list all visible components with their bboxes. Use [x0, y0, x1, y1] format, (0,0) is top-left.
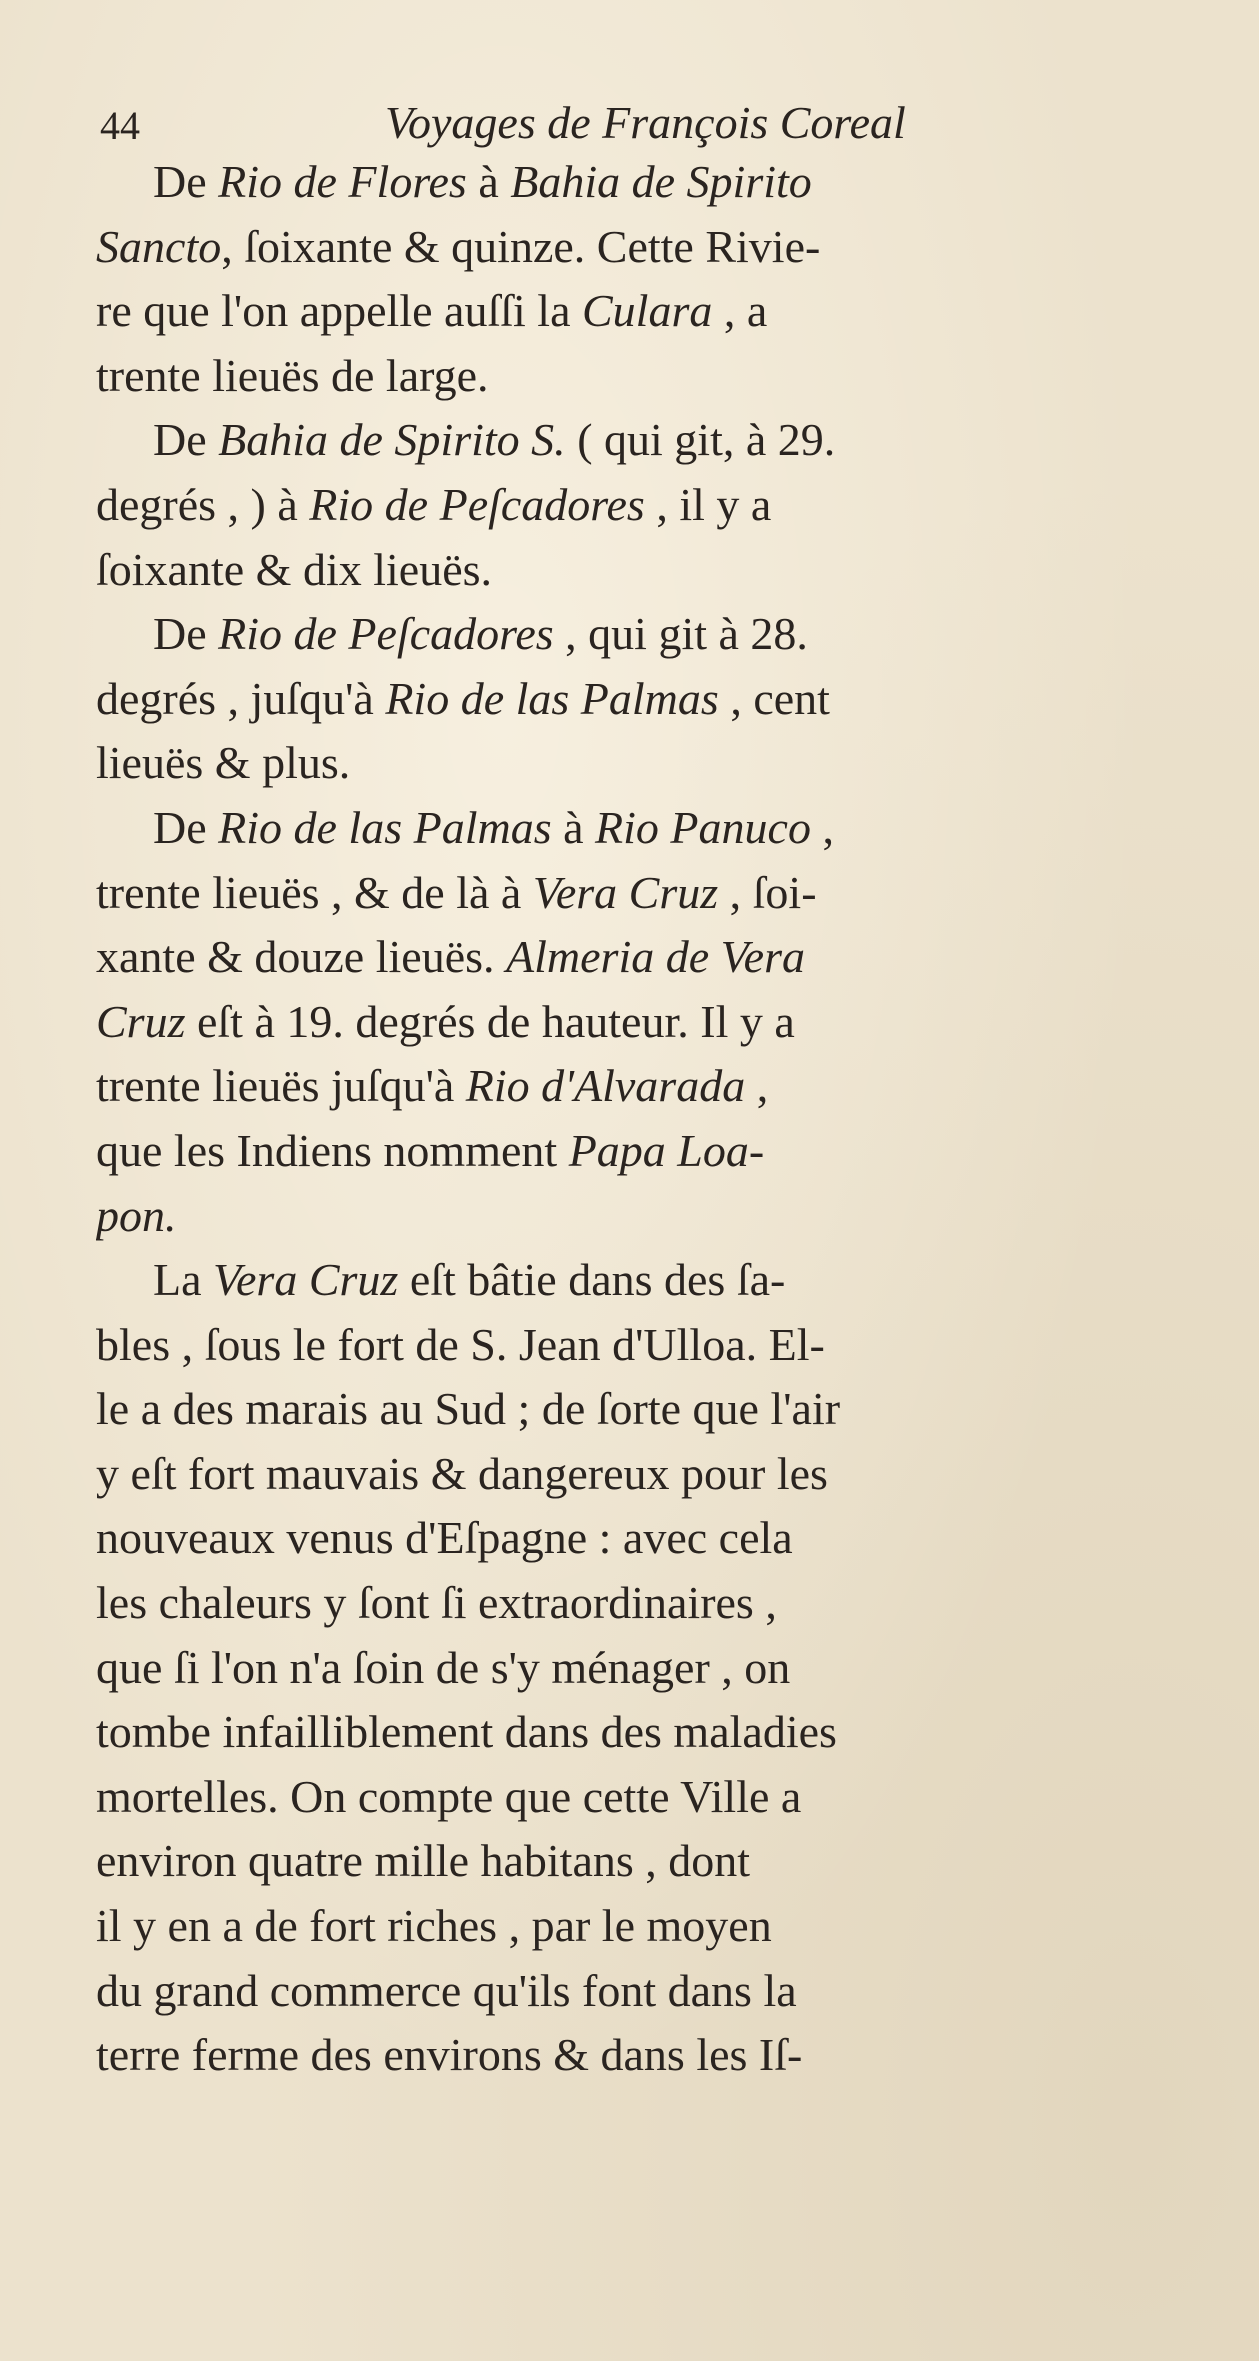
text-span: De: [153, 608, 219, 660]
text-line: [96, 2023, 1246, 2088]
text-span: , il y a: [644, 478, 772, 530]
text-span: y eſt fort mauvais & dangereux pour les: [96, 1447, 828, 1499]
text-span: , ſoi-: [718, 866, 817, 918]
text-span: , ſoixante & quinze. Cette Rivie-: [221, 220, 821, 272]
italic-text: Cruz: [96, 995, 186, 1047]
text-line: [96, 1571, 1246, 1636]
text-line: [96, 1442, 1246, 1507]
text-span: ( qui git, à 29.: [565, 414, 836, 466]
italic-text: Papa Loa-: [568, 1124, 765, 1176]
text-span: le a des marais au Sud ; de ſorte que l'air: [96, 1383, 841, 1435]
text-line: [96, 1184, 1246, 1249]
italic-text: Bahia de Spirito S.: [218, 414, 566, 466]
text-span: ſoixante & dix lieuës.: [96, 543, 493, 595]
text-span: environ quatre mille habitans , dont: [96, 1835, 751, 1887]
text-span: eſt à 19. degrés de hauteur. Il y a: [185, 995, 795, 1047]
text-span: , a: [712, 285, 768, 337]
page-number: 44: [100, 103, 140, 148]
text-line: [96, 473, 1246, 538]
italic-text: Rio de las Palmas: [218, 801, 552, 853]
italic-text: pon.: [96, 1189, 177, 1241]
text-line: [96, 1959, 1246, 2024]
text-span: à: [466, 156, 511, 207]
text-span: De: [153, 156, 219, 207]
text-line: [96, 408, 1246, 473]
text-span: ,: [745, 1060, 769, 1112]
text-line: [96, 861, 1246, 926]
text-span: il y en a de fort riches , par le moyen: [96, 1900, 772, 1952]
text-line: [96, 1313, 1246, 1378]
text-span: trente lieuës de large.: [96, 349, 489, 401]
italic-text: Rio de Flores: [218, 156, 467, 207]
text-span: que les Indiens nomment: [96, 1124, 569, 1176]
text-line: [96, 1377, 1246, 1442]
text-span: trente lieuës juſqu'à: [96, 1060, 466, 1112]
text-line: [96, 279, 1246, 344]
text-line: [96, 796, 1246, 861]
text-line: [96, 150, 1246, 215]
text-span: mortelles. On compte que cette Ville a: [96, 1770, 802, 1822]
text-line: [96, 1506, 1246, 1571]
text-line: [96, 344, 1246, 409]
text-span: xante & douze lieuës.: [96, 931, 507, 983]
text-span: eſt bâtie dans des ſa-: [398, 1254, 786, 1306]
running-title: Voyages de François Coreal: [385, 97, 906, 148]
italic-text: Rio de Peſcadores: [218, 608, 554, 660]
text-line: [96, 731, 1246, 796]
text-span: degrés , ) à: [96, 478, 310, 530]
text-span: bles , ſous le fort de S. Jean d'Ulloa. El-: [96, 1318, 825, 1370]
text-line: [96, 215, 1246, 280]
text-line: [96, 602, 1246, 667]
text-line: [96, 1636, 1246, 1701]
italic-text: Vera Cruz: [532, 866, 719, 918]
text-span: La: [153, 1254, 214, 1306]
text-span: , qui git à 28.: [553, 608, 808, 660]
text-span: terre ferme des environs & dans les Iſ-: [96, 2029, 803, 2081]
text-span: à: [551, 801, 596, 853]
italic-text: Rio Panuco: [595, 801, 811, 853]
italic-text: Rio de Peſcadores: [309, 478, 645, 530]
italic-text: Rio de las Palmas: [385, 672, 719, 724]
italic-text: Sancto: [96, 220, 222, 272]
text-span: du grand commerce qu'ils font dans la: [96, 1964, 797, 2016]
text-line: [96, 990, 1246, 1055]
text-span: re que l'on appelle auſſi la: [96, 285, 582, 337]
text-span: De: [153, 414, 219, 466]
text-span: les chaleurs y ſont ſi extraordinaires ,: [96, 1577, 777, 1629]
text-line: [96, 1248, 1246, 1313]
text-line: [96, 667, 1246, 732]
text-span: que ſi l'on n'a ſoin de s'y ménager , on: [96, 1641, 791, 1693]
text-line: [96, 1700, 1246, 1765]
italic-text: Bahia de Spirito: [510, 156, 812, 207]
body-text: [96, 150, 1246, 2088]
text-span: , cent: [718, 672, 830, 724]
text-line: [96, 1894, 1246, 1959]
italic-text: Culara: [582, 285, 713, 337]
text-line: [96, 538, 1246, 603]
italic-text: Almeria de Vera: [506, 931, 805, 983]
text-line: [96, 1829, 1246, 1894]
text-span: tombe infailliblement dans des maladies: [96, 1706, 837, 1758]
text-span: trente lieuës , & de là à: [96, 866, 533, 918]
text-line: [96, 1765, 1246, 1830]
italic-text: Vera Cruz: [213, 1254, 399, 1306]
text-line: [96, 1119, 1246, 1184]
text-span: ,: [810, 801, 834, 853]
text-span: nouveaux venus d'Eſpagne : avec cela: [96, 1512, 793, 1564]
text-span: degrés , juſqu'à: [96, 672, 386, 724]
text-line: [96, 1054, 1246, 1119]
italic-text: Rio d'Alvarada: [465, 1060, 746, 1112]
text-span: lieuës & plus.: [96, 737, 351, 789]
text-line: [96, 925, 1246, 990]
text-span: De: [153, 801, 219, 853]
